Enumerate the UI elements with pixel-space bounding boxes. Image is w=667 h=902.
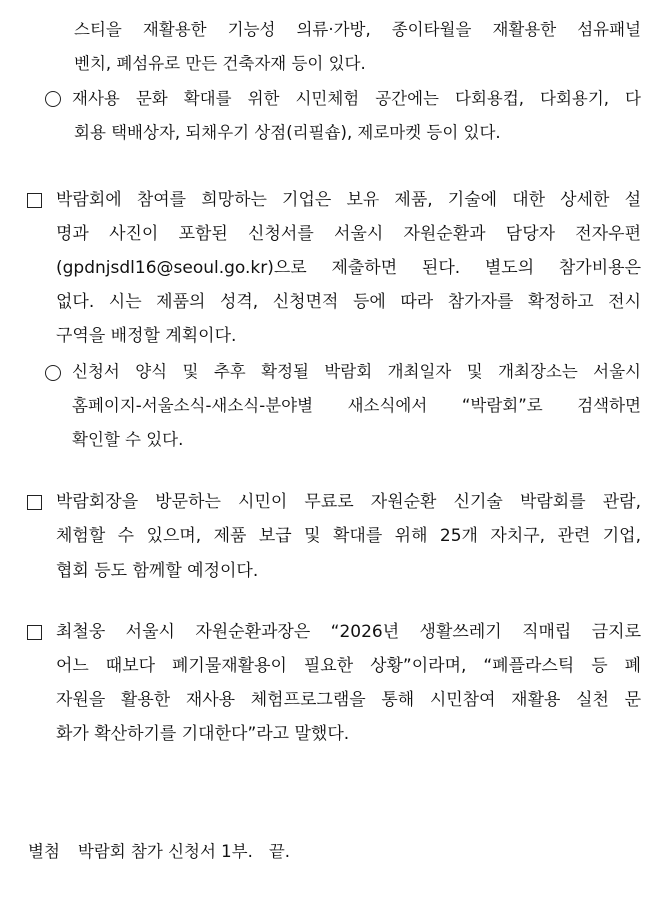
text-line: (gpdnjsdl16@seoul.go.kr)으로 제출하면 된다. 별도의 참가비용은 <box>56 258 641 278</box>
text-line: 어느 때보다 폐기물재활용이 필요한 상황”이라며, “폐플라스틱 등 폐 <box>56 656 641 676</box>
text-line: 회용 택배상자, 되채우기 상점(리필숍), 제로마켓 등이 있다. <box>74 123 501 142</box>
text-line: 재사용 문화 확대를 위한 시민체험 공간에는 다회용컵, 다회용기, 다 <box>72 89 641 108</box>
text-line: 벤치, 폐섬유로 만든 건축자재 등이 있다. <box>74 54 366 73</box>
text-line: 박람회에 참여를 희망하는 기업은 보유 제품, 기술에 대한 상세한 설 <box>56 190 641 210</box>
attachment-line <box>0 840 667 864</box>
text-line: 홈페이지-서울소식-새소식-분야별 새소식에서 “박람회”로 검색하면 <box>72 396 641 415</box>
text-line: 화가 확산하기를 기대한다”라고 말했다. <box>56 724 350 744</box>
text-line: 없다. 시는 제품의 성격, 신청면적 등에 따라 참가자를 확정하고 전시 <box>56 292 641 312</box>
text-line: 확인할 수 있다. <box>72 430 184 449</box>
text-line: 체험할 수 있으며, 제품 보급 및 확대를 위해 25개 자치구, 관련 기업, <box>56 526 641 546</box>
text-line: 명과 사진이 포함된 신청서를 서울시 자원순환과 담당자 전자우편 <box>56 224 641 244</box>
text-line: 최철웅 서울시 자원순환과장은 “2026년 생활쓰레기 직매립 금지로 <box>56 622 641 642</box>
text-line: 박람회장을 방문하는 시민이 무료로 자원순환 신기술 박람회를 관람, <box>56 492 641 512</box>
attachment-end: 끝. <box>268 842 291 861</box>
attachment-text: 박람회 참가 신청서 1부. <box>77 842 253 861</box>
text-line: 스티을 재활용한 기능성 의류·가방, 종이타월을 재활용한 섬유패널 <box>74 20 641 39</box>
text-line: 자원을 활용한 재사용 체험프로그램을 통해 시민참여 재활용 실천 문 <box>56 690 641 710</box>
attachment-label: 별첨 <box>28 842 60 861</box>
text-line: 신청서 양식 및 추후 확정될 박람회 개최일자 및 개최장소는 서울시 <box>72 362 641 381</box>
text-line: 협회 등도 함께할 예정이다. <box>56 561 259 581</box>
text-line: 구역을 배정할 계획이다. <box>56 326 237 346</box>
